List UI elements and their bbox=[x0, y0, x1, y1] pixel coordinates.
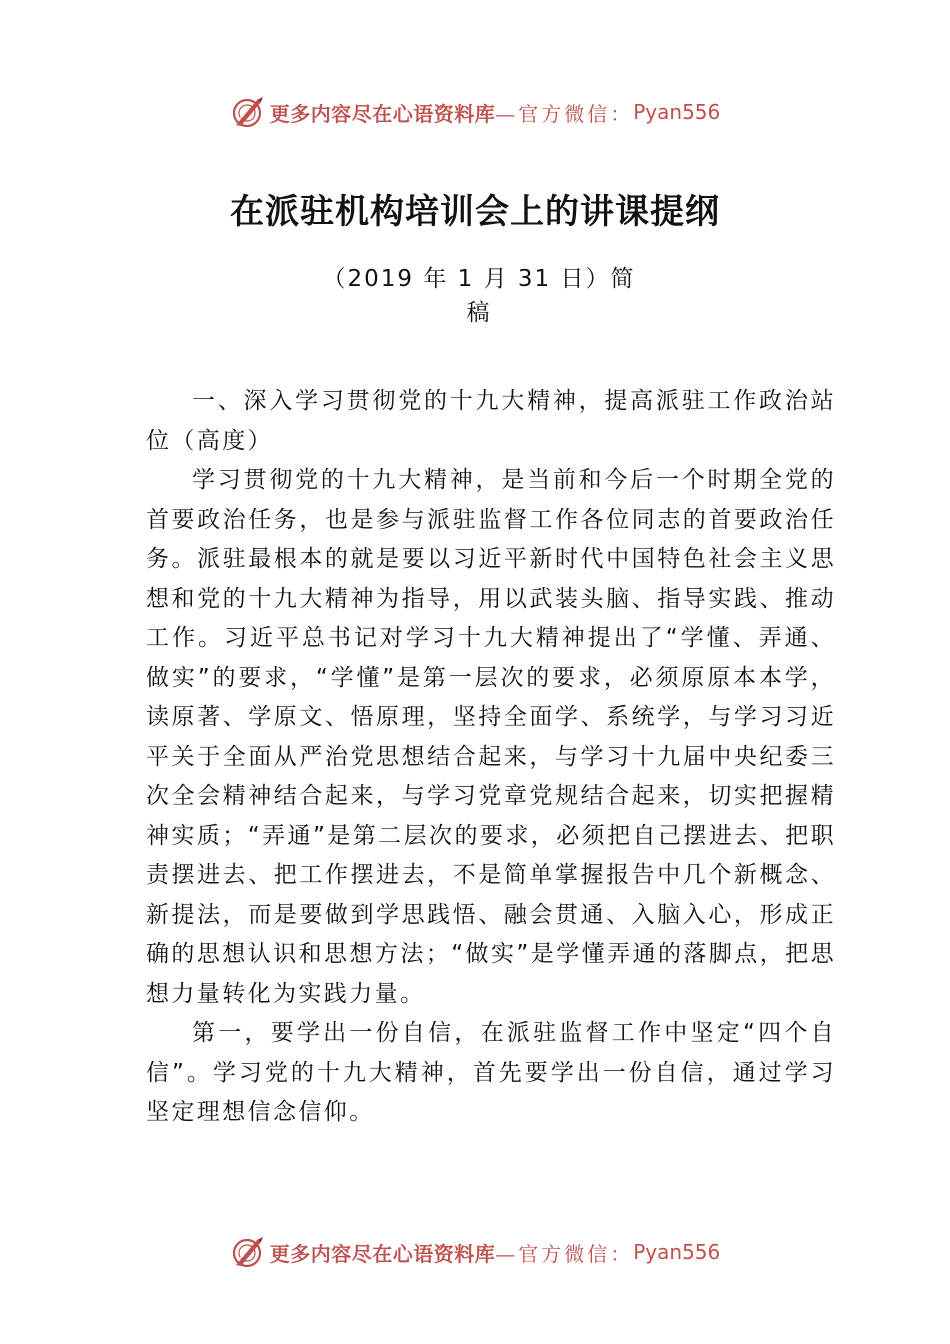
document-date-line: （2019 年 1 月 31 日）简稿 bbox=[322, 266, 636, 326]
document-body bbox=[146, 382, 836, 1133]
body-paragraph-heading: 一、深入学习贯彻党的十九大精神，提高派驻工作政治站位（高度） bbox=[146, 388, 836, 454]
header-banner-wechat-id: Pyan556 bbox=[633, 100, 721, 124]
quill-pen-seal-icon bbox=[230, 95, 264, 129]
document-title: 在派驻机构培训会上的讲课提纲 bbox=[230, 192, 720, 232]
body-paragraph: 学习贯彻党的十九大精神，是当前和今后一个时期全党的首要政治任务，也是参与派驻监督工作各位同志的首要政治任务。派驻最根本的就是要以习近平新时代中国特色社会主义思想和党的十九大精神为指导，用以武装头脑、指导实践、推动工作。习近平总书记对学习十九大精神提出了“学懂、弄通、做实”的要求，“学懂”是第一层次的要求，必须原原本本学，读原著、学原文、悟原理，坚持全面学、系统学，与学习习近平关于全面从严治党思想结合起来，与学习十九届中央纪委三次全会精神结合起来，与学习党章党规结合起来，切实把握精神实质；“弄通”是第二层次的要求，必须把自己摆进去、把职责摆进去、把工作摆进去，不是简单掌握报告中几个新概念、新提法，而是要做到学思践悟、融会贯通、入脑入心，形成正确的思想认识和思想方法；“做实”是学懂弄通的落脚点，把思想力量转化为实践力量。 bbox=[146, 467, 836, 1007]
header-watermark-banner bbox=[0, 92, 950, 132]
footer-banner-wechat-id: Pyan556 bbox=[633, 1240, 721, 1264]
header-banner-text: 更多内容尽在心语资料库 bbox=[269, 101, 496, 126]
header-banner-official-label: —官方微信： bbox=[495, 101, 634, 126]
footer-banner-official-label: —官方微信： bbox=[495, 1241, 634, 1266]
body-paragraph: 第一，要学出一份自信，在派驻监督工作中坚定“四个自信”。学习党的十九大精神，首先要学出一份自信，通过学习坚定理想信念信仰。 bbox=[146, 1020, 836, 1125]
footer-banner-text: 更多内容尽在心语资料库 bbox=[269, 1241, 496, 1266]
footer-watermark-banner bbox=[0, 1232, 950, 1272]
quill-pen-seal-icon bbox=[230, 1235, 264, 1269]
